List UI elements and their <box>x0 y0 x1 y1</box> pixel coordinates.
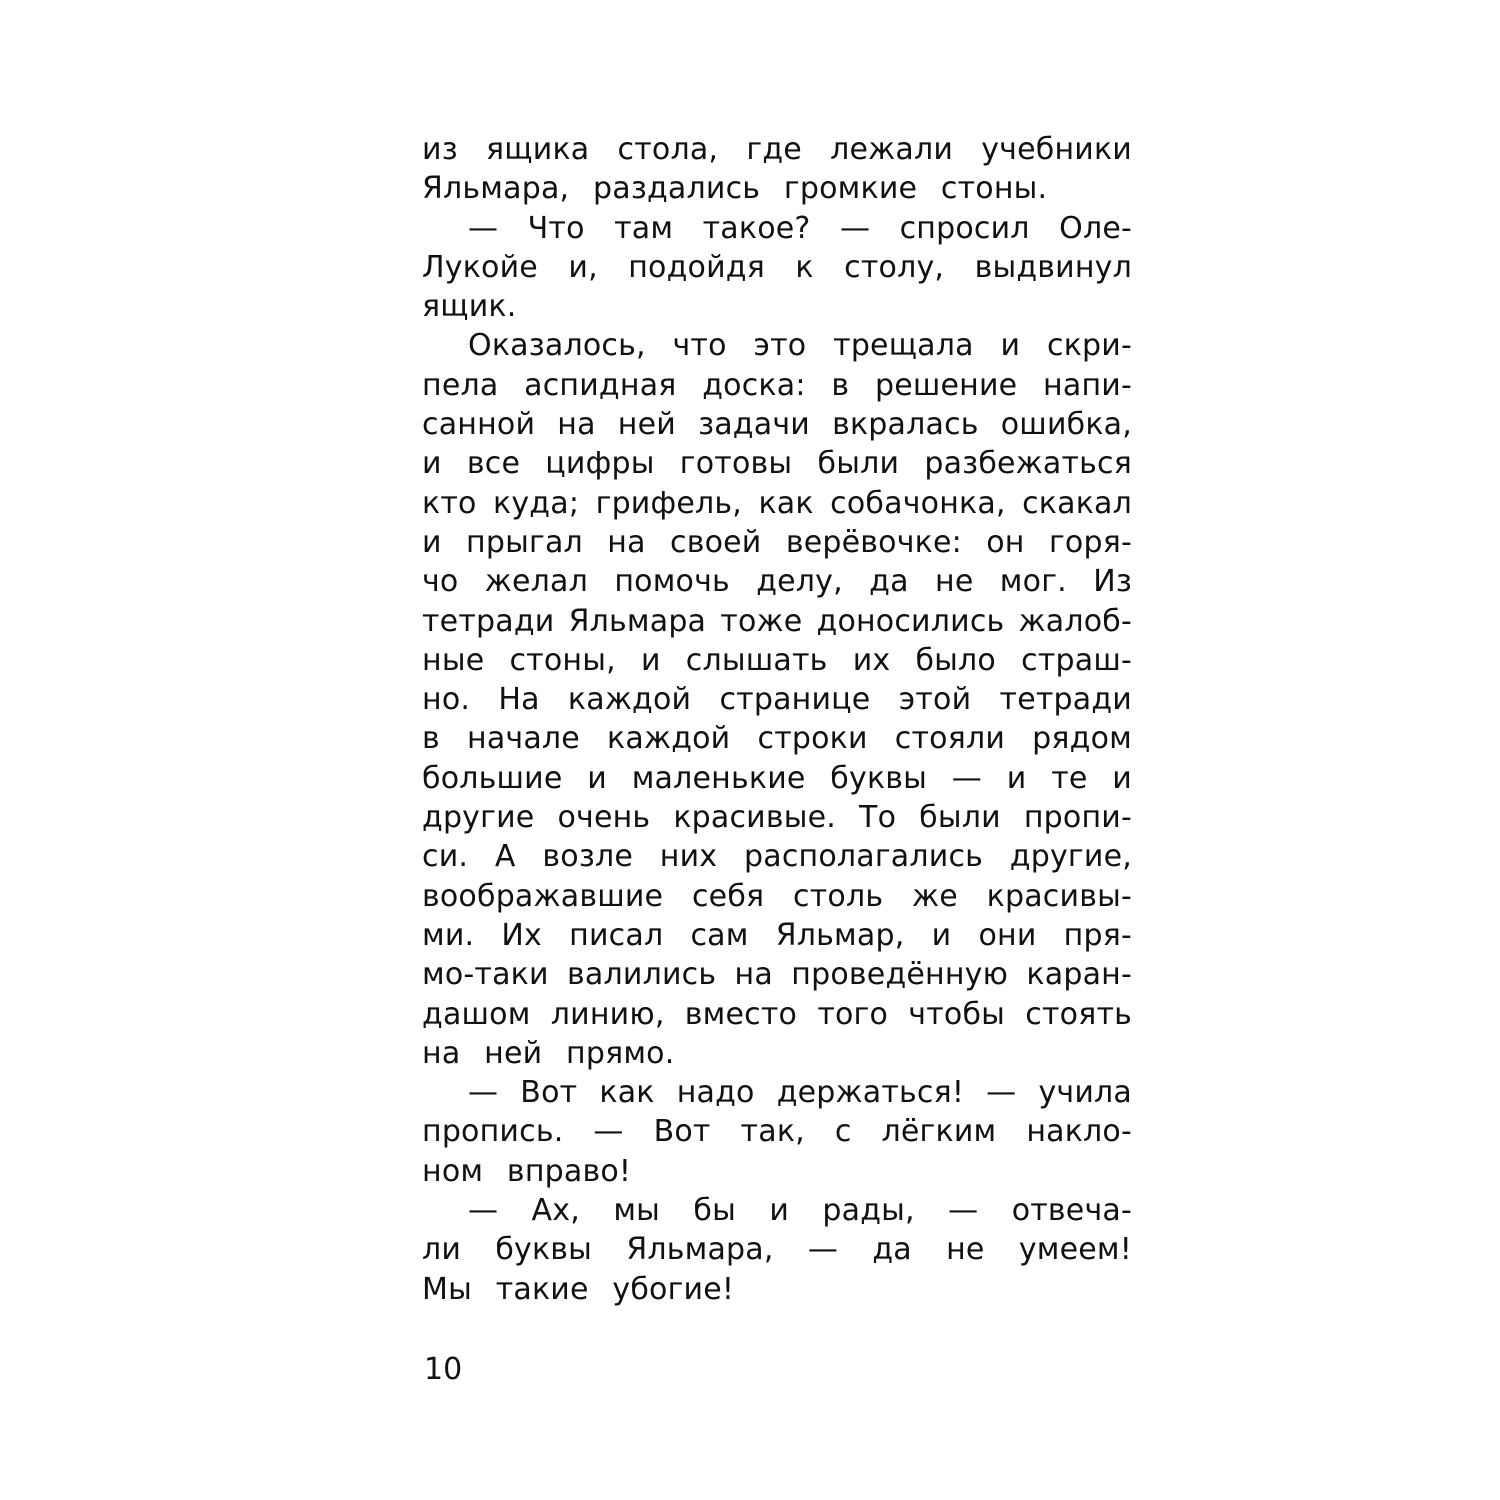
text-line: пропись. — Вот так, с лёгким накло- <box>422 1114 1132 1150</box>
text-line: кто куда; грифель, как собачонка, скакал <box>422 485 1132 521</box>
text-line: воображавшие себя столь же красивы- <box>422 878 1132 914</box>
text-line: из ящика стола, где лежали учебники <box>422 132 1132 167</box>
page-text <box>422 130 1132 1309</box>
text-line: ящик. <box>422 289 517 325</box>
text-line: ные стоны, и слышать их было страш- <box>422 642 1132 678</box>
text-line: ном вправо! <box>422 1153 632 1189</box>
text-line: Мы такие убогие! <box>422 1271 735 1307</box>
text-line: — Что там такое? — спросил Оле- <box>468 210 1132 246</box>
text-line: дашом линию, вместо того чтобы стоять <box>422 996 1132 1032</box>
text-line: тетради Яльмара тоже доносились жалоб- <box>422 603 1132 639</box>
text-line: и все цифры готовы были разбежаться <box>422 446 1132 482</box>
text-line: — Вот как надо держаться! — учила <box>468 1075 1132 1111</box>
text-line: другие очень красивые. То были пропи- <box>422 800 1132 836</box>
text-line: ли буквы Яльмара, — да не умеем! <box>422 1232 1132 1268</box>
text-line: мо-таки валились на проведённую каран- <box>422 957 1132 993</box>
text-line: на ней прямо. <box>422 1035 675 1071</box>
text-line: Оказалось, что это трещала и скри- <box>468 328 1132 364</box>
text-line: большие и маленькие буквы — и те и <box>422 760 1132 796</box>
text-line: санной на ней задачи вкралась ошибка, <box>422 407 1132 443</box>
text-line: ми. Их писал сам Яльмар, и они пря- <box>422 917 1132 953</box>
text-line: в начале каждой строки стояли рядом <box>422 721 1132 757</box>
text-line: — Ах, мы бы и рады, — отвеча- <box>468 1193 1132 1229</box>
text-line: пела аспидная доска: в решение напи- <box>422 367 1132 403</box>
page-number: 10 <box>424 1352 463 1387</box>
text-line: чо желал помочь делу, да не мог. Из <box>422 564 1132 600</box>
text-line: си. А возле них располагались другие, <box>422 839 1132 875</box>
text-line: и прыгал на своей верёвочке: он горя- <box>422 524 1132 560</box>
text-line: Яльмара, раздались громкие стоны. <box>422 171 1048 207</box>
text-line: Лукойе и, подойдя к столу, выдвинул <box>422 249 1132 285</box>
text-line: но. На каждой странице этой тетради <box>422 682 1132 718</box>
